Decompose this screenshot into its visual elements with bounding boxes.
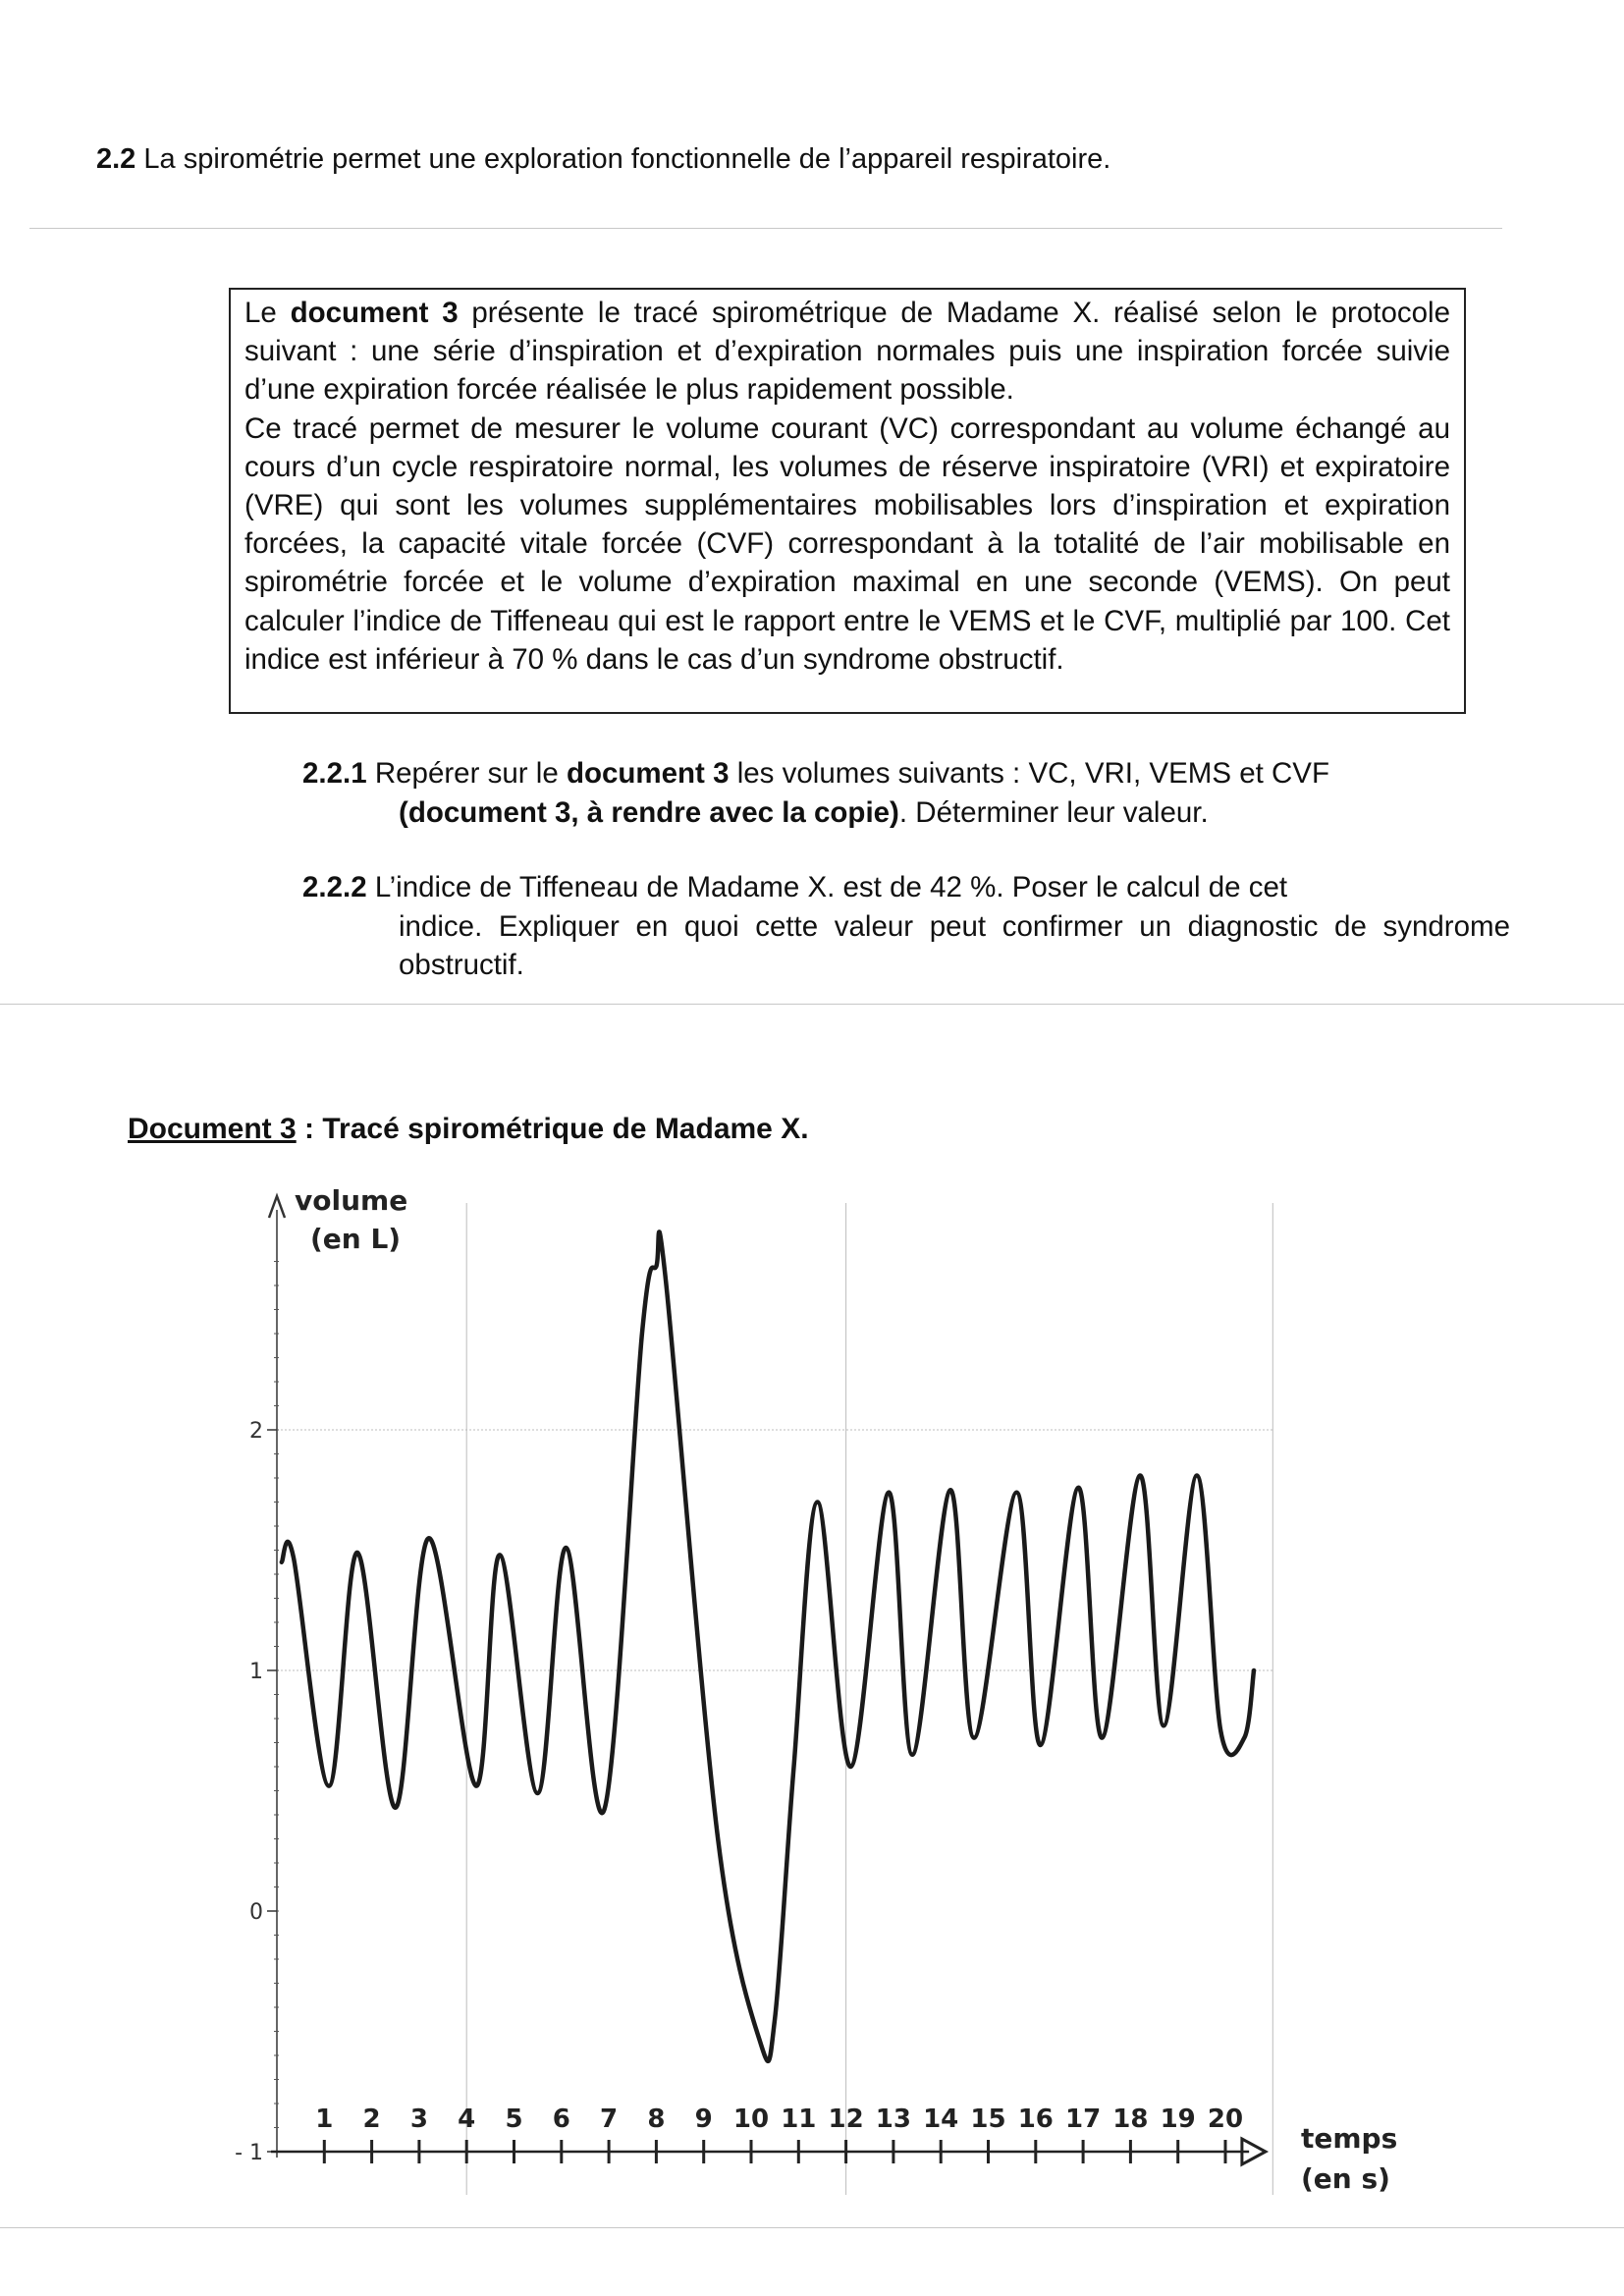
y-tick-label: 0 [249,1900,263,1925]
x-tick-label: 19 [1160,2105,1196,2134]
y-tick-label: 1 [249,1660,263,1684]
chart-labels [235,1419,1243,2165]
x-tick-label: 8 [647,2105,666,2134]
document-label: Document 3 [128,1113,297,1145]
question-number: 2.2.2 [302,871,367,903]
chart-trace [282,1231,1254,2061]
section-heading-text: La spirométrie permet une exploration fonctionnelle de l’appareil respiratoire. [135,143,1111,175]
x-tick-label: 2 [362,2105,381,2134]
y-tick-label: 2 [249,1419,263,1444]
chart-axes [267,1196,1266,2164]
x-tick-label: 18 [1112,2105,1149,2134]
x-tick-label: 6 [552,2105,570,2134]
x-tick-label: 13 [875,2105,911,2134]
intro-paragraph-2: Ce tracé permet de mesurer le volume courant (VC) correspondant au volume échangé au cours d’un cycle respiratoire normal, les volumes de réserve inspiratoire (VRI) et expiratoire (VRE) qui sont les volumes supplémentaires mobilisables lors d’inspiration et expiration forcées, la capacité vitale forcée (CVF) correspondant à la totalité de l’air mobilisable en spirométrie forcée et le volume d’expiration maximal en une seconde (VEMS). On peut calculer l’indice de Tiffeneau qui est le rapport entre le VEMS et le CVF, multiplié par 100. Cet indice est inférieur à 70 % dans le cas d’un syndrome obstructif. [244,411,1450,676]
x-axis-label: temps [1301,2122,1398,2155]
y-tick-label: - 1 [235,2141,263,2165]
intro-p1-part: Le [244,297,291,329]
x-tick-label: 11 [781,2105,817,2134]
question-doc-ref: document 3 [566,757,730,790]
y-axis-label: volume [295,1184,408,1217]
x-tick-label: 16 [1017,2105,1054,2134]
x-tick-label: 4 [458,2105,476,2134]
x-tick-label: 3 [409,2105,428,2134]
x-tick-label: 7 [600,2105,619,2134]
section-number: 2.2 [96,143,136,175]
question-text: les volumes suivants : VC, VRI, VEMS et CVF [729,757,1329,790]
x-tick-label: 5 [505,2105,523,2134]
x-tick-label: 9 [694,2105,713,2134]
intro-p1-doc-ref: document 3 [290,297,459,329]
question-text: L’indice de Tiffeneau de Madame X. est de 42 %. Poser le calcul de cet [366,871,1288,903]
intro-p1-part: présente le tracé spirométrique de Madame X. réalisé selon le protocole suivant : une série d’inspiration et d’expiration normales puis une inspiration forcée suivie d’une expiration forcée réalisée le plus rapidement possible. [244,297,1450,407]
question-text: . Déterminer leur valeur. [898,795,1209,829]
x-tick-label: 14 [923,2105,959,2134]
y-axis-unit: (en L) [310,1223,402,1255]
x-tick-label: 15 [970,2105,1006,2134]
document-title-text: : Tracé spirométrique de Madame X. [296,1113,809,1145]
chart-grid [277,1203,1272,2195]
question-instruction: (document 3, à rendre avec la copie) [399,795,899,829]
x-tick-label: 17 [1065,2105,1102,2134]
x-axis-unit: (en s) [1301,2162,1390,2195]
x-tick-label: 1 [315,2105,334,2134]
question-number: 2.2.1 [302,757,367,790]
question-text: Repérer sur le [366,757,567,790]
x-tick-label: 20 [1207,2105,1244,2134]
x-tick-label: 12 [828,2105,864,2134]
x-tick-label: 10 [732,2105,770,2134]
question-text: indice. Expliquer en quoi cette valeur peut confirmer un diagnostic de syndrome obstructif. [399,909,1510,981]
volume-trace-line [282,1231,1254,2061]
